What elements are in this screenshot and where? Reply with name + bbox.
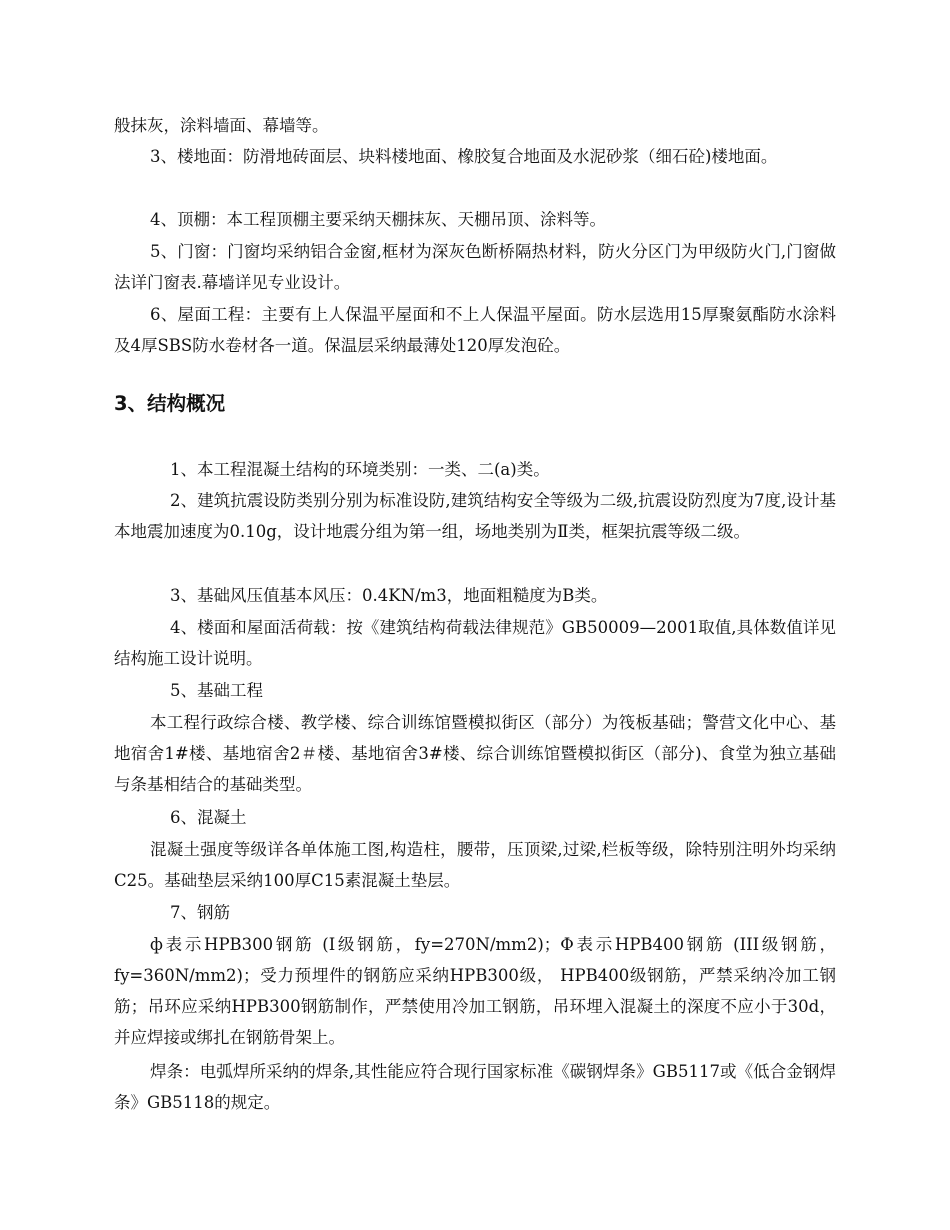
paragraph-roof: 6、屋面工程：主要有上人保温平屋面和不上人保温平屋面。防水层选用15厚聚氨酯防水涂料及4厚SBS防水卷材各一道。保温层采纳最薄处120厚发泡砼。 (114, 305, 836, 355)
paragraph-floor: 3、楼地面：防滑地砖面层、块料楼地面、橡胶复合地面及水泥砂浆（细石砼)楼地面。 (150, 147, 778, 166)
paragraph-live-load: 4、楼面和屋面活荷载：按《建筑结构荷载法律规范》GB50009—2001取值,具体数值详见结构施工设计说明。 (114, 618, 836, 668)
paragraph-doors-windows: 5、门窗：门窗均采纳铝合金窗,框材为深灰色断桥隔热材料，防火分区门为甲级防火门,门窗做法详门窗表.幕墙详见专业设计。 (114, 242, 836, 292)
paragraph-rebar: ф表示HPB300钢筋 (I级钢筋，fy=270N/mm2)；Φ表示HPB400钢筋 (III级钢筋，fy=360N/mm2)；受力预埋件的钢筋应采纳HPB300级， HPB400级钢筋，严禁采纳冷加工钢筋；吊环应采纳HPB300钢筋制作，严禁使用冷加工钢筋，吊环埋入混凝土的深度不应小于30d，并应焊接或绑扎在钢筋骨架上。 (114, 935, 836, 1047)
paragraph-environment-class: 1、本工程混凝土结构的环境类别：一类、二(a)类。 (170, 460, 550, 479)
subheading-foundation: 5、基础工程 (170, 681, 263, 700)
paragraph-foundation: 本工程行政综合楼、教学楼、综合训练馆暨模拟街区（部分）为筏板基础；警营文化中心、基地宿舍1#楼、基地宿舍2＃楼、基地宿舍3#楼、综合训练馆暨模拟街区（部分)、食堂为独立基础与条基相结合的基础类型。 (114, 713, 836, 794)
section-heading: 3、结构概况 (114, 392, 226, 415)
subheading-concrete: 6、混凝土 (170, 808, 247, 827)
paragraph-wind-pressure: 3、基础风压值基本风压：0.4KN/m3，地面粗糙度为B类。 (170, 586, 608, 605)
paragraph-ceiling: 4、顶棚：本工程顶棚主要采纳天棚抹灰、天棚吊顶、涂料等。 (150, 210, 606, 229)
subheading-rebar: 7、钢筋 (170, 903, 230, 922)
paragraph-seismic: 2、建筑抗震设防类别分别为标准设防,建筑结构安全等级为二级,抗震设防烈度为7度,设计基本地震加速度为0.10g，设计地震分组为第一组，场地类别为Ⅱ类，框架抗震等级二级。 (114, 491, 836, 541)
paragraph-finishes-continued: 般抹灰，涂料墙面、幕墙等。 (114, 116, 329, 135)
paragraph-welding-rod: 焊条：电弧焊所采纳的焊条,其性能应符合现行国家标准《碳钢焊条》GB5117或《低合金钢焊条》GB5118的规定。 (114, 1062, 836, 1112)
paragraph-concrete: 混凝土强度等级详各单体施工图,构造柱，腰带，压顶梁,过梁,栏板等级，除特别注明外均采纳C25。基础垫层采纳100厚C15素混凝土垫层。 (114, 840, 836, 890)
